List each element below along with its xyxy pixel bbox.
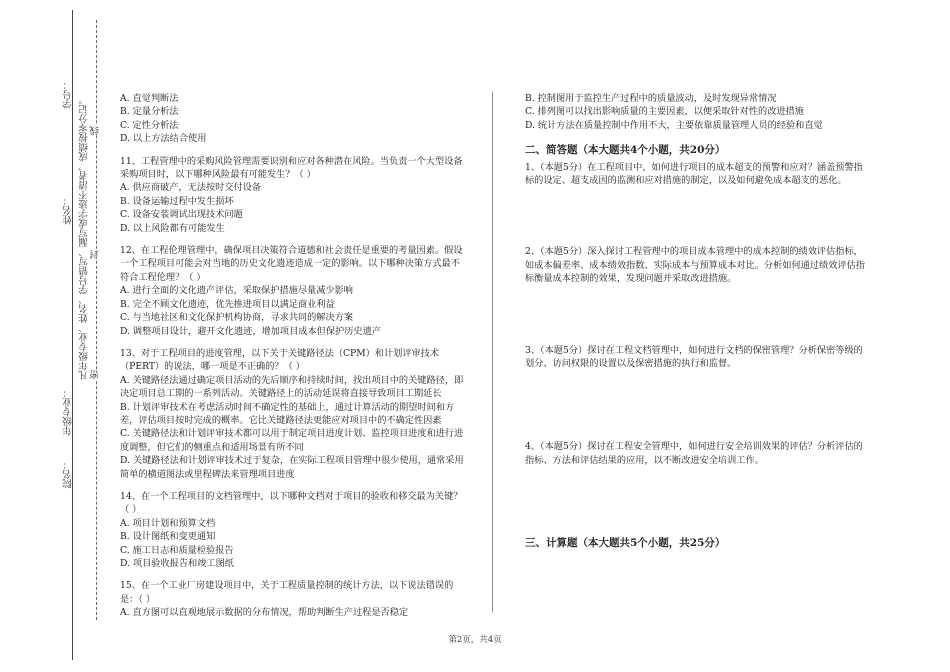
section-2-title: 二、简答题（本大题共4个小题，共20分） [525, 144, 726, 157]
seal-mark-mi: 密 [90, 370, 101, 380]
q13-stem: 13、对于工程项目的进度管理，以下关于关键路径法（CPM）和计划评审技术（PERT）的说法，哪一项是不正确的？（ ） [120, 347, 440, 373]
q11-option-d: D. 以上风险都有可能发生 [120, 222, 225, 234]
section-3-title: 三、计算题（本大题共5个小题，共25分） [525, 537, 726, 550]
q13-option-d: D. 关键路径法和计划评审技术过于复杂，在实际工程项目管理中很少使用，通常采用简单的横道图法或里程碑法来管理项目进度 [120, 455, 464, 480]
short-answer-2: 2、（本题5分）深入探讨工程管理中的项目成本管理中的成本控制的绩效评估指标，如成本偏差率、成本绩效指数、实际成本与预算成本对比。分析如何通过绩效评估指标衡量成本控制的效果，发现问题并采取改进措施。 [525, 246, 865, 285]
binding-instruction: 凡年级专业、姓名、学号错写、漏写或字迹不清者，成绩按零分记。 [79, 95, 90, 380]
grade-major-label: 年级专业： [63, 388, 74, 436]
q14-option-b: B. 设计图纸和变更通知 [120, 531, 216, 543]
q15-option-d: D. 统计方法在质量控制中作用不大，主要依靠质量管理人员的经验和直觉 [525, 119, 823, 131]
student-id-label: 学号： [63, 80, 74, 109]
q10-option-a: A. 直觉判断法 [120, 93, 179, 104]
short-answer-4: 4、（本题5分）探讨在工程安全管理中，如何进行安全培训效果的评估？分析评估的指标、方法和评估结果的应用，以不断改进安全培训工作。 [525, 441, 863, 466]
short-answer-3: 3、（本题5分）探讨在工程文档管理中，如何进行文档的保密管理？分析保密等级的划分、访问权限的设置以及保密措施的执行和监督。 [525, 344, 863, 370]
q12-option-b: B. 完全不顾文化遗迹，优先推进项目以满足商业利益 [120, 298, 335, 310]
q14-stem: 14、在一个工程项目的文档管理中，以下哪种文档对于项目的验收和移交最为关键？（ ） [120, 490, 463, 516]
q10-option-d: D. 以上方法结合使用 [120, 133, 207, 145]
q14-option-a: A. 项目计划和预算文档 [120, 517, 216, 529]
q15-stem: 15、在一个工业厂房建设项目中，关于工程质量控制的统计方法，以下说法错误的是：（ ） [120, 580, 454, 605]
q15-option-a: A. 直方图可以直观地展示数据的分布情况，帮助判断生产过程是否稳定 [120, 607, 409, 619]
q15-option-b: B. 控制图用于监控生产过程中的质量波动，及时发现异常情况 [525, 93, 777, 104]
q12-option-c: C. 与当地社区和文化保护机构协商，寻求共同的解决方案 [120, 312, 354, 324]
column-divider [492, 92, 493, 612]
q11-stem: 11、工程管理中的采购风险管理需要识别和应对各种潜在风险。当负责一个大型设备采购项目时，以下哪种风险最有可能发生？（ ） [120, 155, 463, 181]
q12-option-a: A. 进行全面的文化遗产评估，采取保护措施尽量减少影响 [120, 285, 353, 297]
q14-option-d: D. 项目验收报告和竣工图纸 [120, 558, 234, 569]
page-footer: 第2页，共4页 [448, 635, 502, 645]
name-label: 姓名： [63, 196, 74, 225]
q15-option-c: C. 排列图可以找出影响质量的主要因素，以便采取针对性的改进措施 [525, 106, 804, 118]
short-answer-1: 1、（本题5分）在工程项目中，如何进行项目的成本超支的预警和应对？涵盖预警指标的设定、超支成因的监测和应对措施的制定，以及如何避免成本超支的恶化。 [525, 161, 863, 187]
q11-option-b: B. 设备运输过程中发生损坏 [120, 195, 234, 207]
q10-option-c: C. 定性分析法 [120, 119, 179, 131]
q12-option-d: D. 调整项目设计，避开文化遗迹，增加项目成本但保护历史遗产 [120, 325, 381, 337]
q11-option-c: C. 设备安装调试出现技术问题 [120, 209, 243, 221]
q10-option-b: B. 定量分析法 [120, 106, 179, 118]
school-label: 院名： [63, 460, 74, 489]
q12-stem: 12、在工程伦理管理中，确保项目决策符合道德和社会责任是重要的考量因素。假设一个工程项目可能会对当地的历史文化遗迹造成一定的影响。以下哪种决策方式最不符合工程伦理？（ ） [120, 245, 463, 283]
q13-option-b: B. 计划评审技术在考虑活动时间不确定性的基础上，通过计算活动的期望时间和方差，评估项目按时完成的概率。它比关键路径法更能应对项目中的不确定性因素 [120, 401, 455, 426]
q11-option-a: A. 供应商破产，无法按时交付设备 [120, 182, 262, 194]
binding-dashed-line [96, 20, 97, 620]
seal-mark-feng: 封 [90, 250, 101, 260]
q14-option-c: C. 施工日志和质量检验报告 [120, 544, 234, 556]
q13-option-a: A. 关键路径法通过确定项目活动的先后顺序和持续时间，找出项目中的关键路径，即决定项目总工期的一系列活动。关键路径上的活动延误将直接导致项目工期延长 [120, 374, 464, 400]
q13-option-c: C. 关键路径法和计划评审技术都可以用于制定项目进度计划、监控项目进度和进行进度调整，但它们的侧重点和适用场景有所不同 [120, 428, 464, 453]
right-column [525, 92, 865, 551]
left-column [120, 92, 464, 620]
seal-mark-xian: 线 [90, 126, 101, 136]
binding-strip [0, 0, 110, 672]
